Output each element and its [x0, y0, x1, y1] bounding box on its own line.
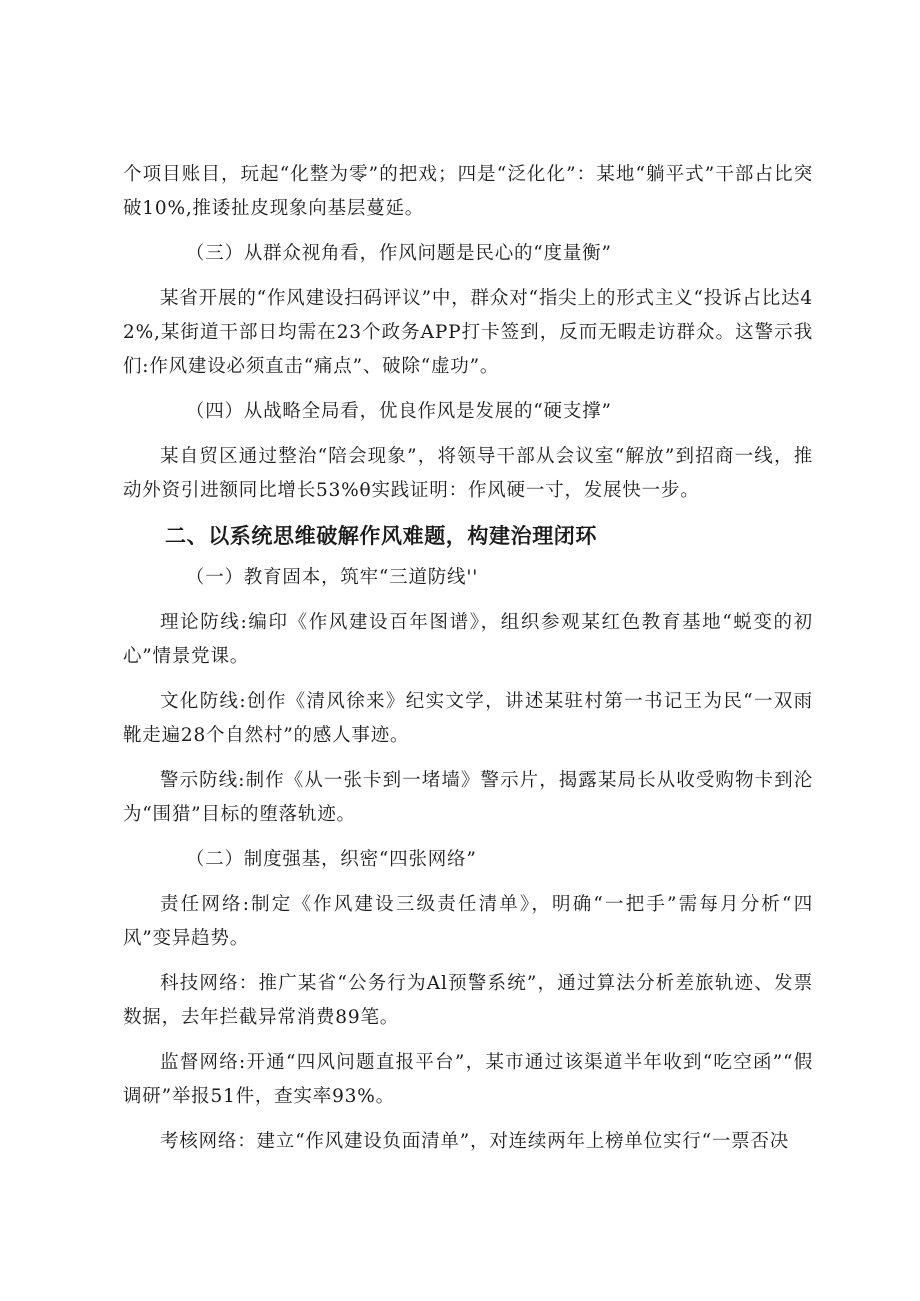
paragraph-technology-network: 科技网络：推广某省“公务行为Al预警系统”，通过算法分析差旅轨迹、发票数据，去年拦截异常消费89笔。 — [123, 973, 813, 1028]
subheading-education: （一）教育固本，筑牢“三道防线'' — [185, 567, 479, 588]
paragraph-culture-defense: 文化防线:创作《清风徐来》纪实文学，讲述某驻村第一书记王为民“一双雨靴走遍28个自然村”的感人事迹。 — [123, 691, 813, 746]
paragraph-supervision-network: 监督网络:开通“四风问题直报平台”，某市通过该渠道半年收到“吃空函”“假调研”举报51件，查实率93%。 — [123, 1052, 813, 1107]
paragraph-continuation: 个项目账目，玩起“化整为零”的把戏；四是“泛化化”：某地“躺平式”干部占比突破10%,推诿扯皮现象向基层蔓延。 — [123, 164, 813, 219]
paragraph-warning-defense: 警示防线:制作《从一张卡到一堵墙》警示片，揭露某局长从收受购物卡到沦为“围猎”目标的堕落轨迹。 — [123, 770, 813, 825]
subheading-three: （三）从群众视角看，作风问题是民心的“度量衡” — [185, 243, 612, 264]
section-heading-two: 二、以系统思维破解作风难题，构建治理闭环 — [165, 524, 597, 548]
subheading-system: （二）制度强基，织密“四张网络” — [185, 849, 477, 870]
paragraph-scan-review: 某省开展的“作风建设扫码评议”中，群众对“指尖上的形式主义“投诉占比达42%,某街道干部日均需在23个政务APP打卡签到，反而无暇走访群众。这警示我们:作风建设必须直击“痛点”、破除“虚功”。 — [123, 288, 813, 377]
paragraph-assessment-network: 考核网络：建立“作风建设负面清单”，对连续两年上榜单位实行“一票否决 — [160, 1131, 790, 1152]
paragraph-free-trade-zone: 某自贸区通过整治“陪会现象”，将领导干部从会议室“解放”到招商一线，推动外资引进额同比增长53%θ实践证明：作风硬一寸，发展快一步。 — [123, 446, 813, 501]
paragraph-responsibility-network: 责任网络:制定《作风建设三级责任清单》，明确“一把手”需每月分析“四风”变异趋势。 — [123, 894, 813, 949]
subheading-four: （四）从战略全局看，优良作风是发展的“硬支撑” — [185, 401, 612, 422]
document-body — [123, 158, 813, 1170]
paragraph-theory-defense: 理论防线:编印《作风建设百年图谱》，组织参观某红色教育基地“蜕变的初心”情景党课。 — [123, 612, 813, 667]
